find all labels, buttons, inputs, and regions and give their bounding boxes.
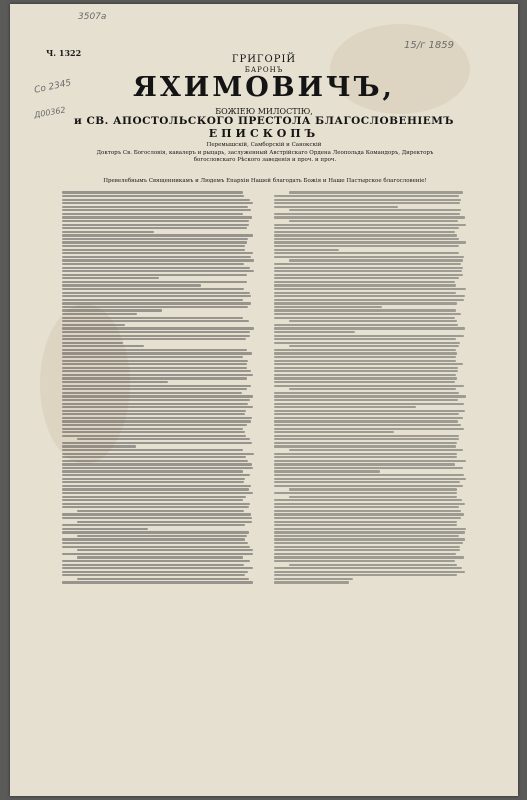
illegible-text-line xyxy=(274,424,461,426)
illegible-text-line xyxy=(62,388,247,390)
illegible-text-line xyxy=(274,499,462,501)
illegible-text-line xyxy=(62,345,144,347)
illegible-text-line xyxy=(274,349,456,351)
illegible-text-line xyxy=(62,513,251,515)
illegible-text-line xyxy=(289,449,462,451)
illegible-text-line xyxy=(62,392,242,394)
header-see: и СВ. АПОСТОЛЬСКОГО ПРЕСТОЛА БЛАГОСЛОВЕНІЕМЪ xyxy=(74,115,454,127)
illegible-text-line xyxy=(62,474,250,476)
illegible-text-line xyxy=(62,195,244,197)
illegible-text-line xyxy=(62,435,246,437)
illegible-text-line xyxy=(62,370,251,372)
illegible-text-line xyxy=(62,381,168,383)
illegible-text-line xyxy=(62,506,249,508)
header-dioceses: Перемышскій, Самборскій и Санокскій xyxy=(206,142,322,148)
illegible-text-line xyxy=(62,227,247,229)
illegible-text-line xyxy=(62,267,250,269)
illegible-text-line xyxy=(62,281,247,283)
illegible-text-line xyxy=(62,356,243,358)
illegible-text-line xyxy=(62,213,243,215)
address-line: Превелебнымъ Священникамъ и Людемъ Епархіи Нашей благодать Божія и Наше Пастырское благословеніе! xyxy=(103,178,427,184)
illegible-text-line xyxy=(62,220,249,222)
illegible-text-line xyxy=(62,352,252,354)
illegible-text-line xyxy=(62,467,253,469)
illegible-text-line xyxy=(274,302,457,304)
illegible-text-line xyxy=(62,413,245,415)
illegible-text-line xyxy=(274,574,457,576)
illegible-text-line xyxy=(274,216,465,218)
illegible-text-line xyxy=(62,288,244,290)
illegible-text-line xyxy=(274,317,455,319)
illegible-text-line xyxy=(274,234,457,236)
illegible-text-line xyxy=(62,342,123,344)
header-mercy: БОЖІЕЮ МИЛОСТІЮ, xyxy=(215,107,313,116)
illegible-text-line xyxy=(62,406,253,408)
right-column-text xyxy=(274,190,466,750)
pencil-code: Д00362 xyxy=(33,105,67,120)
header-name: ГРИГОРІЙ xyxy=(231,54,297,65)
illegible-text-line xyxy=(274,435,459,437)
illegible-text-line xyxy=(62,531,249,533)
illegible-text-line xyxy=(274,571,465,573)
illegible-text-line xyxy=(62,456,246,458)
illegible-text-line xyxy=(274,331,355,333)
illegible-text-line xyxy=(274,277,459,279)
illegible-text-line xyxy=(274,356,456,358)
illegible-text-line xyxy=(62,445,136,447)
illegible-text-line xyxy=(62,367,247,369)
illegible-text-line xyxy=(62,517,252,519)
illegible-text-line xyxy=(62,567,253,569)
illegible-text-line xyxy=(62,528,148,530)
illegible-text-line xyxy=(274,478,466,480)
illegible-text-line xyxy=(274,481,460,483)
illegible-text-line xyxy=(274,263,461,265)
illegible-text-line xyxy=(77,521,252,523)
illegible-text-line xyxy=(274,485,463,487)
illegible-text-line xyxy=(274,420,458,422)
illegible-text-line xyxy=(62,306,248,308)
illegible-text-line xyxy=(274,199,461,201)
illegible-text-line xyxy=(62,385,251,387)
illegible-text-line xyxy=(274,538,465,540)
illegible-text-line xyxy=(274,292,456,294)
illegible-text-line xyxy=(62,231,154,233)
illegible-text-line xyxy=(62,560,250,562)
header-ranks: Докторъ Св. Богословія, кавалеръ и рыцарь, заслуженный Австрійскаго Ордена Леопольда Командоръ, Директоръ богословскаго Рѣского заведенія и проч. и проч. xyxy=(96,150,434,163)
illegible-text-line xyxy=(62,524,245,526)
illegible-text-line xyxy=(274,284,456,286)
illegible-text-line xyxy=(274,313,461,315)
document-page xyxy=(10,4,518,796)
illegible-text-line xyxy=(274,410,465,412)
illegible-text-line xyxy=(274,309,456,311)
illegible-text-line xyxy=(274,531,465,533)
illegible-text-line xyxy=(62,417,252,419)
illegible-text-line xyxy=(274,535,459,537)
illegible-text-line xyxy=(274,567,462,569)
illegible-text-line xyxy=(274,338,456,340)
illegible-text-line xyxy=(62,317,243,319)
illegible-text-line xyxy=(274,428,464,430)
illegible-text-line xyxy=(274,560,455,562)
illegible-text-line xyxy=(289,488,456,490)
illegible-text-line xyxy=(62,284,201,286)
illegible-text-line xyxy=(274,227,459,229)
illegible-text-line xyxy=(62,453,254,455)
illegible-text-line xyxy=(274,324,458,326)
illegible-text-line xyxy=(274,503,465,505)
illegible-text-line xyxy=(62,492,253,494)
illegible-text-line xyxy=(62,442,252,444)
illegible-text-line xyxy=(274,542,463,544)
illegible-text-line xyxy=(274,442,457,444)
illegible-text-line xyxy=(289,388,456,390)
illegible-text-line xyxy=(62,478,245,480)
illegible-text-line xyxy=(274,370,458,372)
illegible-text-line xyxy=(62,431,245,433)
illegible-text-line xyxy=(62,270,254,272)
illegible-text-line xyxy=(274,206,398,208)
illegible-text-line xyxy=(274,506,459,508)
illegible-text-line xyxy=(274,335,464,337)
illegible-text-line xyxy=(62,574,245,576)
illegible-text-line xyxy=(274,467,463,469)
illegible-text-line xyxy=(62,503,250,505)
illegible-text-line xyxy=(274,238,459,240)
illegible-text-line xyxy=(62,496,246,498)
illegible-text-line xyxy=(289,496,457,498)
illegible-text-line xyxy=(62,224,249,226)
illegible-text-line xyxy=(62,360,248,362)
illegible-text-line xyxy=(62,295,251,297)
illegible-text-line xyxy=(274,360,456,362)
illegible-text-line xyxy=(274,306,382,308)
illegible-text-line xyxy=(62,191,243,193)
illegible-text-line xyxy=(274,327,465,329)
illegible-text-line xyxy=(62,542,248,544)
illegible-text-line xyxy=(62,581,253,583)
header-surname: ЯХИМОВИЧЪ, xyxy=(133,72,395,103)
illegible-text-line xyxy=(274,249,339,251)
illegible-text-line xyxy=(274,342,460,344)
illegible-text-line xyxy=(274,521,457,523)
illegible-text-line xyxy=(62,202,253,204)
illegible-text-line xyxy=(274,517,461,519)
illegible-text-line xyxy=(62,463,252,465)
illegible-text-line xyxy=(274,363,463,365)
illegible-text-line xyxy=(289,209,461,211)
illegible-text-line xyxy=(62,420,251,422)
illegible-text-line xyxy=(62,199,250,201)
illegible-text-line xyxy=(274,463,455,465)
illegible-text-line xyxy=(62,249,245,251)
illegible-text-line xyxy=(274,453,457,455)
illegible-text-line xyxy=(274,252,459,254)
illegible-text-line xyxy=(62,263,244,265)
illegible-text-line xyxy=(62,470,243,472)
illegible-text-line xyxy=(274,431,394,433)
illegible-text-line xyxy=(274,456,457,458)
illegible-text-line xyxy=(274,392,459,394)
illegible-text-line xyxy=(274,377,457,379)
illegible-text-line xyxy=(274,245,459,247)
illegible-text-line xyxy=(62,349,247,351)
illegible-text-line xyxy=(62,292,250,294)
illegible-text-line xyxy=(274,549,460,551)
illegible-text-line xyxy=(274,399,458,401)
illegible-text-line xyxy=(62,403,248,405)
illegible-text-line xyxy=(77,578,249,580)
illegible-text-line xyxy=(77,438,250,440)
illegible-text-line xyxy=(62,399,250,401)
illegible-text-line xyxy=(274,553,456,555)
illegible-text-line xyxy=(274,510,461,512)
illegible-text-line xyxy=(274,406,416,408)
illegible-text-line xyxy=(274,470,380,472)
illegible-text-line xyxy=(274,460,466,462)
illegible-text-line xyxy=(62,216,252,218)
illegible-text-line xyxy=(62,485,251,487)
illegible-text-line xyxy=(62,449,243,451)
illegible-text-line xyxy=(62,302,251,304)
illegible-text-line xyxy=(274,374,456,376)
illegible-text-line xyxy=(274,578,353,580)
illegible-text-line xyxy=(274,299,464,301)
illegible-text-line xyxy=(62,241,247,243)
illegible-text-line xyxy=(62,553,253,555)
illegible-text-line xyxy=(62,274,247,276)
illegible-text-line xyxy=(62,488,249,490)
illegible-text-line xyxy=(274,267,463,269)
illegible-text-line xyxy=(274,445,456,447)
header-baron: БАРОНЪ xyxy=(244,66,284,74)
illegible-text-line xyxy=(77,549,253,551)
illegible-text-line xyxy=(274,270,462,272)
illegible-text-line xyxy=(289,259,463,261)
illegible-text-line xyxy=(62,335,250,337)
illegible-text-line xyxy=(274,195,459,197)
illegible-text-line xyxy=(274,492,457,494)
illegible-text-line xyxy=(289,345,458,347)
illegible-text-line xyxy=(274,367,458,369)
illegible-text-line xyxy=(62,206,248,208)
illegible-text-line xyxy=(289,220,458,222)
illegible-text-line xyxy=(274,231,455,233)
illegible-text-line xyxy=(62,324,125,326)
page-number: Ч. 1322 xyxy=(46,48,82,58)
header-title: ЕПИСКОПЪ xyxy=(208,127,320,140)
illegible-text-line xyxy=(62,277,159,279)
illegible-text-line xyxy=(62,460,248,462)
illegible-text-line xyxy=(274,295,465,297)
illegible-text-line xyxy=(62,374,253,376)
illegible-text-line xyxy=(289,191,462,193)
illegible-text-line xyxy=(62,327,254,329)
illegible-text-line xyxy=(274,438,459,440)
illegible-text-line xyxy=(274,202,460,204)
illegible-text-line xyxy=(77,535,247,537)
illegible-text-line xyxy=(62,234,253,236)
illegible-text-line xyxy=(274,556,464,558)
illegible-text-line xyxy=(274,256,464,258)
illegible-text-line xyxy=(62,546,250,548)
left-column-text xyxy=(62,190,254,750)
illegible-text-line xyxy=(274,513,464,515)
illegible-text-line xyxy=(62,363,247,365)
illegible-text-line xyxy=(62,299,243,301)
illegible-text-line xyxy=(62,331,250,333)
illegible-text-line xyxy=(274,352,457,354)
illegible-text-line xyxy=(62,424,247,426)
illegible-text-line xyxy=(62,238,248,240)
illegible-text-line xyxy=(62,320,249,322)
illegible-text-line xyxy=(62,259,254,261)
pencil-date: 15/г 1859 xyxy=(404,40,454,51)
pencil-code: Со 2345 xyxy=(33,78,73,96)
illegible-text-line xyxy=(274,381,455,383)
illegible-text-line xyxy=(274,281,455,283)
illegible-text-line xyxy=(62,564,244,566)
illegible-text-line xyxy=(62,428,243,430)
illegible-text-line xyxy=(62,410,246,412)
illegible-text-line xyxy=(274,395,466,397)
illegible-text-line xyxy=(62,395,253,397)
illegible-text-line xyxy=(274,403,464,405)
illegible-text-line xyxy=(62,538,245,540)
illegible-text-line xyxy=(274,524,457,526)
illegible-text-line xyxy=(62,481,244,483)
illegible-text-line xyxy=(274,546,460,548)
pencil-number: 3507а xyxy=(78,12,107,22)
illegible-text-line xyxy=(77,556,243,558)
illegible-text-line xyxy=(62,309,162,311)
illegible-text-line xyxy=(274,241,466,243)
illegible-text-line xyxy=(274,417,463,419)
illegible-text-line xyxy=(274,213,460,215)
illegible-text-line xyxy=(274,274,463,276)
illegible-text-line xyxy=(289,564,456,566)
illegible-text-line xyxy=(274,385,464,387)
illegible-text-line xyxy=(274,474,464,476)
illegible-text-line xyxy=(274,288,466,290)
illegible-text-line xyxy=(77,510,243,512)
illegible-text-line xyxy=(62,338,246,340)
illegible-text-line xyxy=(62,377,247,379)
illegible-text-line xyxy=(274,224,466,226)
illegible-text-line xyxy=(62,245,245,247)
illegible-text-line xyxy=(62,499,243,501)
illegible-text-line xyxy=(274,581,349,583)
illegible-text-line xyxy=(62,313,137,315)
illegible-text-line xyxy=(274,413,459,415)
illegible-text-line xyxy=(274,528,466,530)
illegible-text-line xyxy=(62,571,248,573)
illegible-text-line xyxy=(62,209,251,211)
illegible-text-line xyxy=(289,320,457,322)
illegible-text-line xyxy=(62,252,253,254)
illegible-text-line xyxy=(62,256,251,258)
